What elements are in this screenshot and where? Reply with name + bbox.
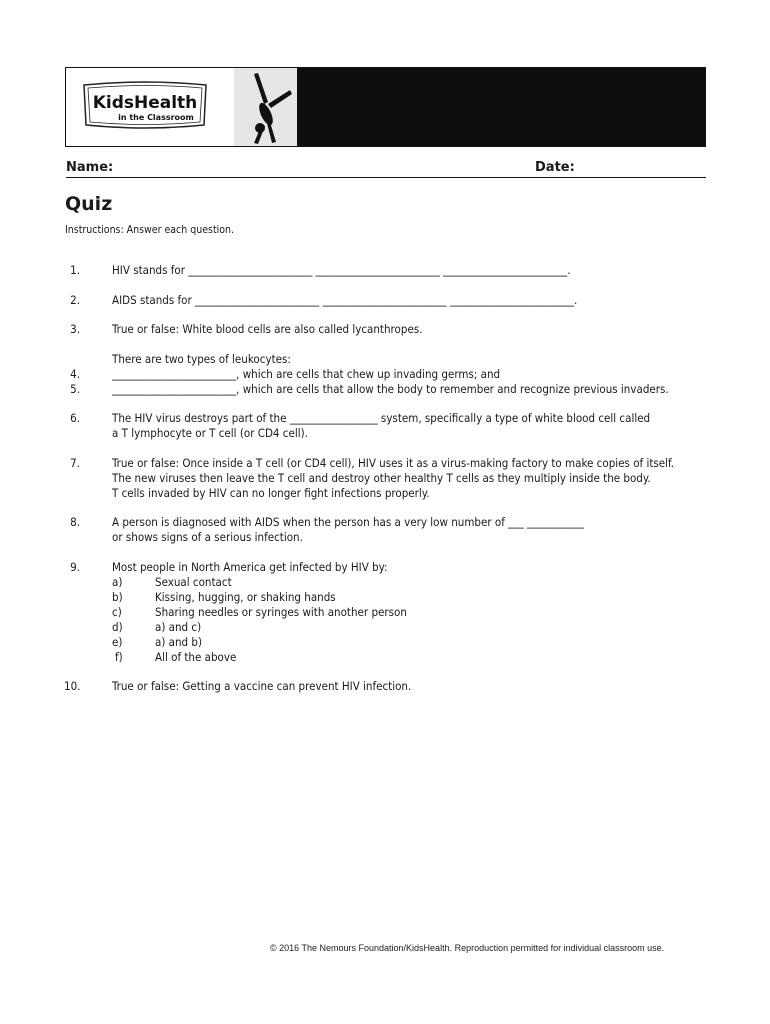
- page-title: Quiz: [65, 193, 113, 215]
- logo-brand-text: KidsHealth: [92, 93, 198, 113]
- option-text: All of the above: [155, 650, 237, 664]
- question-text: True or false: Getting a vaccine can prevent HIV infection.: [112, 679, 412, 693]
- question-number: 7.: [70, 456, 80, 470]
- question-number: 10.: [64, 679, 81, 693]
- question-text: ________________________, which are cells that allow the body to remember and recognize previous invaders.: [112, 382, 669, 396]
- option-text: Sexual contact: [155, 575, 232, 589]
- question-text: The new viruses then leave the T cell and destroy other healthy T cells as they multiply inside the body.: [112, 471, 651, 485]
- question-number: 4.: [70, 367, 80, 381]
- question-number: 1.: [70, 263, 80, 277]
- question-number: 3.: [70, 322, 80, 336]
- name-date-row: [66, 160, 706, 178]
- option-letter: b): [112, 590, 123, 604]
- question-number: 8.: [70, 515, 80, 529]
- option-letter: d): [112, 620, 123, 634]
- question-number: 5.: [70, 382, 80, 396]
- question-text: T cells invaded by HIV can no longer fight infections properly.: [112, 486, 430, 500]
- copyright-footer: © 2016 The Nemours Foundation/KidsHealth. Reproduction permitted for individual classroom use.: [270, 943, 665, 953]
- question-text: or shows signs of a serious infection.: [112, 530, 303, 544]
- date-label: Date:: [535, 160, 575, 175]
- option-text: a) and c): [155, 620, 202, 634]
- option-text: Kissing, hugging, or shaking hands: [155, 590, 336, 604]
- question-number: 2.: [70, 293, 80, 307]
- question-text: A person is diagnosed with AIDS when the person has a very low number of ___ ___________: [112, 515, 584, 529]
- question-text: AIDS stands for ________________________ ________________________ ________________________.: [112, 293, 578, 307]
- option-letter: a): [112, 575, 123, 589]
- question-number: 6.: [70, 411, 80, 425]
- header-banner: [65, 67, 706, 147]
- name-label: Name:: [66, 160, 114, 175]
- kidshealth-logo: [80, 81, 210, 131]
- question-text: Most people in North America get infected by HIV by:: [112, 560, 388, 574]
- question-text: The HIV virus destroys part of the _________________ system, specifically a type of white blood cell called: [112, 411, 651, 425]
- option-letter: e): [112, 635, 123, 649]
- instructions-text: Instructions: Answer each question.: [65, 224, 235, 236]
- question-text: True or false: Once inside a T cell (or CD4 cell), HIV uses it as a virus-making factory to make copies of itself.: [112, 456, 675, 470]
- question-text: ________________________, which are cells that chew up invading germs; and: [112, 367, 501, 381]
- option-letter: c): [112, 605, 122, 619]
- question-intro-text: There are two types of leukocytes:: [112, 352, 291, 366]
- logo-tagline-text: in the Classroom: [118, 113, 194, 122]
- question-text: True or false: White blood cells are also called lycanthropes.: [112, 322, 423, 336]
- option-text: a) and b): [155, 635, 203, 649]
- option-letter: f): [115, 650, 123, 664]
- question-text: HIV stands for ________________________ ________________________ ________________________.: [112, 263, 571, 277]
- option-text: Sharing needles or syringes with another person: [155, 605, 407, 619]
- header-black-band: [297, 68, 705, 146]
- cartwheel-figure-image: [234, 68, 297, 146]
- question-text: a T lymphocyte or T cell (or CD4 cell).: [112, 426, 308, 440]
- question-number: 9.: [70, 560, 80, 574]
